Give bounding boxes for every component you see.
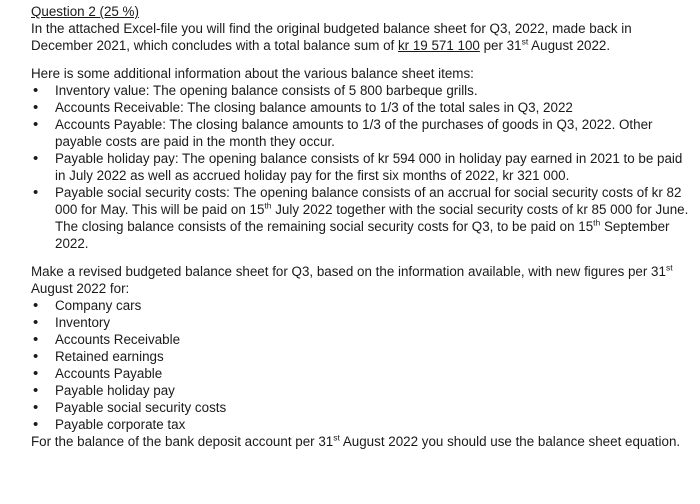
task-paragraph bbox=[31, 263, 691, 297]
question-document bbox=[31, 3, 691, 450]
task-item: • Retained earnings bbox=[31, 348, 691, 365]
social-security-text-3: September 2022. bbox=[55, 219, 670, 251]
intro-paragraph bbox=[31, 20, 691, 54]
task-item: • Accounts Receivable bbox=[31, 331, 691, 348]
social-security-text-1: Payable social security costs: The opening balance consists of an accrual for social security costs of kr 82 000 for May. This will be paid on 15 bbox=[55, 185, 682, 217]
question-heading: Question 2 (25 %) bbox=[31, 4, 139, 19]
ordinal-suffix: th bbox=[264, 200, 272, 211]
social-security-text-2: July 2022 together with the social security costs of kr 85 000 for June. The closing balance consists of the remaining social security costs for Q3, to be paid on 15 bbox=[55, 202, 689, 234]
total-balance-amount: kr 19 571 100 bbox=[397, 38, 480, 53]
task-item: • Payable corporate tax bbox=[31, 416, 691, 433]
task-item: • Payable social security costs bbox=[31, 399, 691, 416]
intro-date: per 31 bbox=[479, 38, 522, 53]
info-list bbox=[31, 82, 691, 252]
ordinal-suffix: st bbox=[521, 36, 529, 47]
ordinal-suffix: st bbox=[665, 262, 673, 273]
task-list bbox=[31, 297, 691, 433]
info-item-accounts-payable: • Accounts Payable: The closing balance amounts to 1/3 of the purchases of goods in Q3, 2022. Other payable costs are paid in the month they occur. bbox=[31, 116, 691, 150]
ordinal-suffix: th bbox=[593, 217, 601, 228]
task-text: Make a revised budgeted balance sheet for Q3, based on the information available, with new figures per 31 bbox=[31, 264, 666, 279]
info-intro: Here is some additional information about the various balance sheet items: bbox=[31, 66, 474, 81]
closing-text-end: August 2022 you should use the balance sheet equation. bbox=[339, 434, 681, 449]
task-item: • Payable holiday pay bbox=[31, 382, 691, 399]
info-item-social-security bbox=[31, 184, 691, 252]
info-item-inventory: • Inventory value: The opening balance consists of 5 800 barbeque grills. bbox=[31, 82, 691, 99]
closing-paragraph bbox=[31, 433, 691, 450]
info-item-accounts-receivable: • Accounts Receivable: The closing balance amounts to 1/3 of the total sales in Q3, 2022 bbox=[31, 99, 691, 116]
task-item: • Inventory bbox=[31, 314, 691, 331]
intro-end: August 2022. bbox=[528, 38, 611, 53]
task-text-end: August 2022 for: bbox=[31, 281, 130, 296]
task-item: • Accounts Payable bbox=[31, 365, 691, 382]
task-item: • Company cars bbox=[31, 297, 691, 314]
closing-text: For the balance of the bank deposit account per 31 bbox=[31, 434, 334, 449]
info-item-holiday-pay: • Payable holiday pay: The opening balance consists of kr 594 000 in holiday pay earned in 2021 to be paid in July 2022 as well as accrued holiday pay for the first six months of 2022, kr 321 000. bbox=[31, 150, 691, 184]
ordinal-suffix: st bbox=[333, 432, 340, 443]
intro-text: In the attached Excel-file you will find the original budgeted balance sheet for Q3, 2022, made back in December 2021, which concludes with a total balance sum of bbox=[31, 21, 632, 53]
